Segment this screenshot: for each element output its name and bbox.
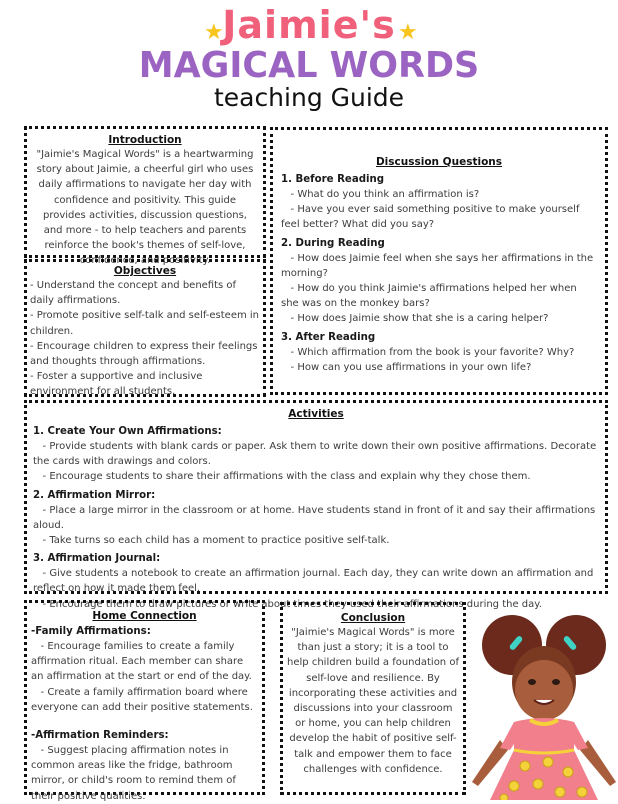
objective-item: - Foster a supportive and inclusive environment for all students. xyxy=(30,371,203,398)
activity-item: - Take turns so each child has a moment to practice positive self-talk. xyxy=(42,535,390,547)
discussion-question: - Have you ever said something positive to make yourself feel better? What did you say? xyxy=(281,204,580,231)
objective-item: - Encourage children to express their feelings and thoughts through affirmations. xyxy=(30,340,258,368)
discussion-questions-box xyxy=(270,127,608,395)
home-item: - Suggest placing affirmation notes in common areas like the fridge, bathroom mirror, or child's room to remind them of their positive qualities. xyxy=(31,745,236,802)
activity-item: - Encourage them to draw pictures or write about times they used their affirmations during the day. xyxy=(42,598,542,610)
objective-item: - Understand the concept and benefits of daily affirmations. xyxy=(30,280,237,307)
eye-left xyxy=(528,679,536,685)
subtitle-teaching-guide: teaching Guide xyxy=(213,83,405,112)
discussion-section-title: 2. During Reading xyxy=(281,237,385,249)
activity-item: - Give students a notebook to create an affirmation journal. Each day, they can write down an affirmation and reflect on how it made them feel. xyxy=(33,568,594,595)
discussion-question: - Which affirmation from the book is your favorite? Why? xyxy=(290,346,575,358)
home-section-title: -Family Affirmations: xyxy=(31,626,151,637)
star-icon: ★ xyxy=(398,20,418,45)
home-item: - Create a family affirmation board where everyone can add their positive statements. xyxy=(31,686,253,713)
home-connection-heading: Home Connection xyxy=(92,610,197,622)
home-section-title: -Affirmation Reminders: xyxy=(31,730,169,742)
objective-item: - Promote positive self-talk and self-esteem in children. xyxy=(30,310,260,337)
activity-title: 1. Create Your Own Affirmations: xyxy=(33,426,222,437)
conclusion-body: "Jaimie's Magical Words" is more than just a story; it is a tool to help children build a foundation of self-love and resilience. By incorporating these activities and discussions into your classroom or home, you can help children develop the habit of positive self-talk and empower them to face challenges with confidence. xyxy=(287,627,459,775)
home-connection-box xyxy=(24,600,265,802)
discussion-section-title: 1. Before Reading xyxy=(281,174,385,185)
activity-item: - Place a large mirror in the classroom or at home. Have students stand in front of it and say their affirmations aloud. xyxy=(33,504,596,531)
activity-title: 3. Affirmation Journal: xyxy=(33,553,161,565)
discussion-question: - How can you use affirmations in your own life? xyxy=(290,361,532,373)
eye-right xyxy=(552,679,560,685)
activity-title: 2. Affirmation Mirror: xyxy=(33,489,156,501)
discussion-question: - How does Jaimie show that she is a caring helper? xyxy=(290,313,549,325)
introduction-heading: Introduction xyxy=(108,134,182,146)
activity-item: - Encourage students to share their affirmations with the class and explain why they chose them. xyxy=(42,471,531,483)
introduction-body: "Jaimie's Magical Words" is a heartwarming story about Jaimie, a cheerful girl who uses daily affirmations to navigate her day with confidence and positivity. This guide provides activities, discussion questions, and more - to help teachers and parents reinforce the book's themes of self-love, confidence, and positivity. xyxy=(36,149,254,267)
title-jaimies: Jaimie's xyxy=(222,3,396,47)
jaimie-illustration xyxy=(470,600,618,800)
activities-heading: Activities xyxy=(288,408,344,420)
star-icon: ★ xyxy=(204,20,224,45)
title-magical-words: MAGICAL WORDS xyxy=(138,45,480,87)
objectives-heading: Objectives xyxy=(113,265,177,277)
objectives-box xyxy=(24,259,266,397)
conclusion-heading: Conclusion xyxy=(340,612,406,624)
activity-item: - Provide students with blank cards or paper. Ask them to write down their own positive affirmations. Decorate the cards with drawings and colors. xyxy=(33,441,597,468)
header xyxy=(0,0,618,118)
discussion-question: - How do you think Jaimie's affirmations helped her when she was on the monkey bars? xyxy=(281,283,577,310)
home-item: - Encourage families to create a family affirmation ritual. Each member can share an affirmation at the start or end of the day. xyxy=(31,641,252,683)
introduction-box xyxy=(24,126,266,267)
discussion-question: - How does Jaimie feel when she says her affirmations in the morning? xyxy=(281,252,594,279)
discussion-heading: Discussion Questions xyxy=(375,156,503,168)
discussion-question: - What do you think an affirmation is? xyxy=(290,189,480,200)
discussion-section-title: 3. After Reading xyxy=(281,331,376,343)
activities-box xyxy=(24,400,608,610)
conclusion-box xyxy=(280,602,466,795)
face xyxy=(515,660,573,720)
